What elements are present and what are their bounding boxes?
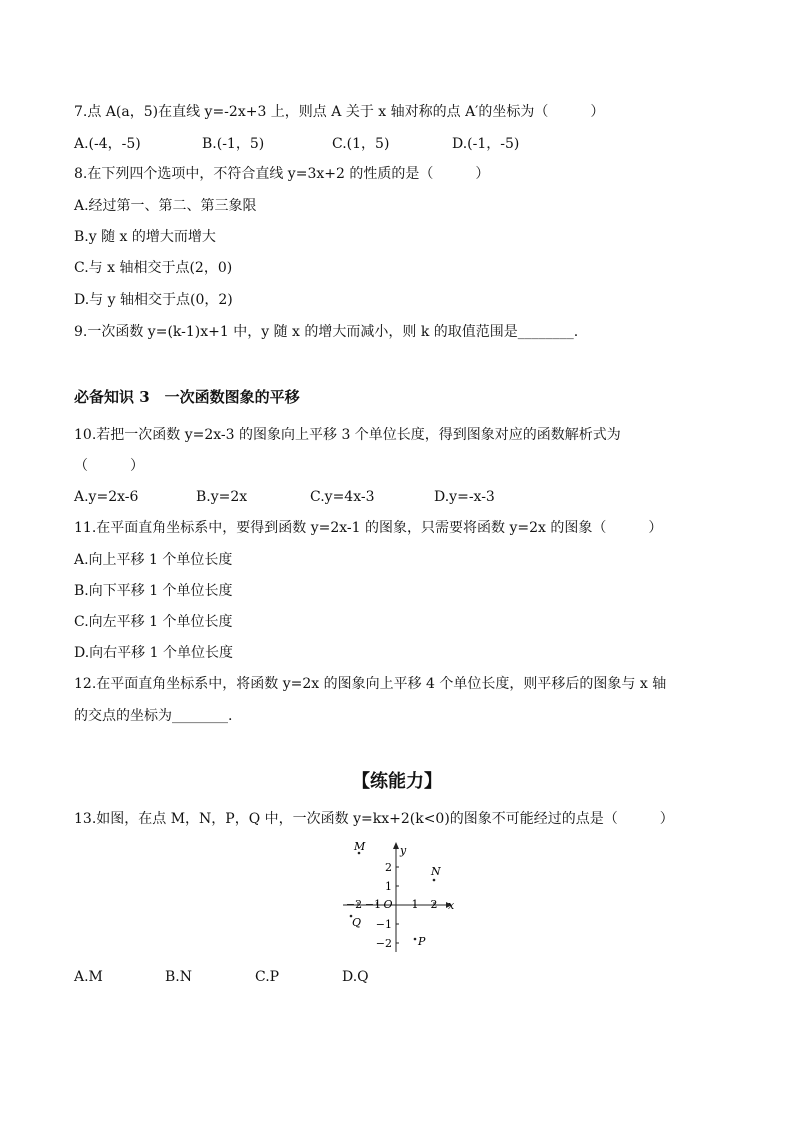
tick-y-minus-2: −2	[375, 937, 392, 950]
x-axis-label: x	[448, 899, 455, 912]
option-c: C.P	[255, 969, 280, 985]
option-b: B.(-1，5)	[202, 136, 265, 152]
tick-y-1: 1	[385, 880, 392, 893]
question-8: 8.在下列四个选项中，不符合直线 y=3x+2 的性质的是（ ）	[74, 166, 490, 182]
question-11: 11.在平面直角坐标系中，要得到函数 y=2x-1 的图象，只需要将函数 y=2x 的图象（ ）	[74, 520, 663, 536]
question-10-line-2: （ ）	[74, 458, 144, 474]
option-d: D.(-1，-5)	[452, 136, 520, 152]
question-11-option-a: A.向上平移 1 个单位长度	[74, 552, 233, 568]
option-c: C.y=4x-3	[310, 489, 375, 505]
question-7: 7.点 A(a，5)在直线 y=-2x+3 上，则点 A 关于 x 轴对称的点 A′的坐标为（ ）	[74, 104, 605, 120]
question-8-option-b: B.y 随 x 的增大而增大	[74, 229, 216, 245]
question-9: 9.一次函数 y=(k-1)x+1 中，y 随 x 的增大而减小，则 k 的取值范围是________.	[74, 324, 579, 340]
point-m-label: M	[354, 840, 366, 853]
question-10-line-1: 10.若把一次函数 y=2x-3 的图象向上平移 3 个单位长度，得到图象对应的函数解析式为	[74, 427, 621, 443]
question-11-option-b: B.向下平移 1 个单位长度	[74, 583, 233, 599]
option-a: A.(-4，-5)	[74, 136, 141, 152]
tick-y-minus-1: −1	[375, 918, 392, 931]
option-d: D.Q	[342, 969, 369, 985]
option-b: B.y=2x	[196, 489, 248, 505]
option-a: A.y=2x-6	[74, 489, 139, 505]
tick-x-minus-2: −2	[345, 898, 363, 911]
section-title: 【练能力】	[352, 771, 442, 792]
question-11-option-c: C.向左平移 1 个单位长度	[74, 614, 233, 630]
point-q-label: Q	[352, 916, 362, 929]
question-8-option-d: D.与 y 轴相交于点(0，2)	[74, 292, 233, 308]
question-13: 13.如图，在点 M，N，P，Q 中，一次函数 y=kx+2(k<0)的图象不可能经过的点是（ ）	[74, 811, 674, 827]
tick-x-1: 1	[411, 898, 419, 911]
section-heading-3: 必备知识 3 一次函数图象的平移	[74, 388, 300, 406]
y-axis-arrow-icon	[393, 842, 399, 849]
point-p	[414, 938, 417, 941]
option-b: B.N	[165, 969, 192, 985]
tick-x-2: 2	[430, 898, 438, 911]
point-n	[433, 879, 436, 882]
tick-y-2: 2	[385, 861, 392, 874]
option-a: A.M	[74, 969, 103, 985]
tick-x-minus-1: −1	[364, 898, 382, 911]
question-8-option-a: A.经过第一、第二、第三象限	[74, 198, 257, 214]
question-12-line-1: 12.在平面直角坐标系中，将函数 y=2x 的图象向上平移 4 个单位长度，则平移后的图象与 x 轴	[74, 676, 667, 692]
question-11-option-d: D.向右平移 1 个单位长度	[74, 645, 233, 661]
origin-label: O	[383, 898, 393, 911]
y-axis-label: y	[400, 844, 407, 857]
point-p-label: P	[418, 935, 426, 948]
point-n-label: N	[431, 865, 441, 878]
option-d: D.y=-x-3	[434, 489, 495, 505]
coordinate-figure	[338, 838, 458, 958]
option-c: C.(1，5)	[332, 136, 390, 152]
question-8-option-c: C.与 x 轴相交于点(2，0)	[74, 260, 233, 276]
question-12-line-2: 的交点的坐标为________.	[74, 708, 233, 724]
